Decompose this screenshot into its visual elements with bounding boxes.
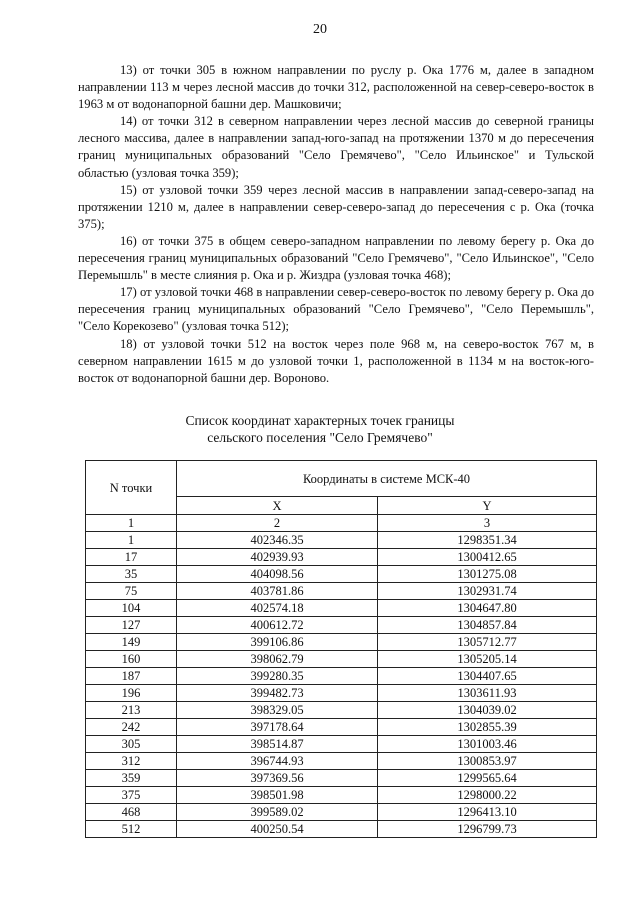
table-row <box>86 617 597 634</box>
paragraph-18: 18) от узловой точки 512 на восток через поле 968 м, на северо-восток 767 м, в северном направлении 1615 м до узловой точки 1, расположенной в 1134 м на восток-юго-восток от водонапорной башни дер. Вороново. <box>78 336 594 385</box>
column-index-row <box>86 515 597 532</box>
y-coordinate-cell: 1304857.84 <box>378 617 597 634</box>
table-row <box>86 719 597 736</box>
point-number-cell: 468 <box>86 804 177 821</box>
y-coordinate-cell: 1302855.39 <box>378 719 597 736</box>
y-coordinate-cell: 1301003.46 <box>378 736 597 753</box>
table-row <box>86 804 597 821</box>
y-coordinate-cell: 1298351.34 <box>378 532 597 549</box>
y-coordinate-cell: 1301275.08 <box>378 566 597 583</box>
point-number-cell: 359 <box>86 770 177 787</box>
y-coordinate-cell: 1300412.65 <box>378 549 597 566</box>
x-coordinate-cell: 400612.72 <box>177 617 378 634</box>
body-text <box>78 62 594 387</box>
point-number-cell: 375 <box>86 787 177 804</box>
point-number-cell: 149 <box>86 634 177 651</box>
x-coordinate-cell: 397369.56 <box>177 770 378 787</box>
point-number-cell: 75 <box>86 583 177 600</box>
y-coordinate-cell: 1304039.02 <box>378 702 597 719</box>
x-coordinate-cell: 402346.35 <box>177 532 378 549</box>
table-row <box>86 685 597 702</box>
table-row <box>86 668 597 685</box>
y-coordinate-cell: 1299565.64 <box>378 770 597 787</box>
x-coordinate-cell: 399106.86 <box>177 634 378 651</box>
table-row <box>86 753 597 770</box>
y-coordinate-cell: 1303611.93 <box>378 685 597 702</box>
table-row <box>86 787 597 804</box>
column-index-3: 3 <box>378 515 597 532</box>
point-number-cell: 305 <box>86 736 177 753</box>
table-row <box>86 600 597 617</box>
table-row <box>86 821 597 838</box>
table-row <box>86 583 597 600</box>
y-coordinate-cell: 1305205.14 <box>378 651 597 668</box>
y-coordinate-cell: 1296799.73 <box>378 821 597 838</box>
point-number-cell: 160 <box>86 651 177 668</box>
point-number-cell: 242 <box>86 719 177 736</box>
table-row <box>86 702 597 719</box>
x-coordinate-cell: 398514.87 <box>177 736 378 753</box>
table-row <box>86 736 597 753</box>
paragraph-13: 13) от точки 305 в южном направлении по руслу р. Ока 1776 м, далее в западном направлении 113 м через лесной массив до точки 312, расположенной на север-северо-восток в 1963 м от водонапорной башни дер. Машковичи; <box>78 63 594 112</box>
table-row <box>86 532 597 549</box>
y-coordinate-cell: 1304407.65 <box>378 668 597 685</box>
table-row <box>86 566 597 583</box>
paragraph-14: 14) от точки 312 в северном направлении через лесной массив до северной границы лесного массива, далее в направлении запад-юго-запад на протяжении 1370 м до пересечения границ муниципальных образований "Село Гремячево", "Село Ильинское" и Тульской областью (узловая точка 359); <box>78 114 594 180</box>
paragraph-16: 16) от точки 375 в общем северо-западном направлении по левому берегу р. Ока до пересечения границ муниципальных образований "Село Гремячево", "Село Ильинское", "Село Перемышль" в месте слияния р. Ока и р. Жиздра (узловая точка 468); <box>78 233 594 283</box>
coordinates-table-body <box>86 515 597 838</box>
table-row <box>86 634 597 651</box>
table-row <box>86 770 597 787</box>
x-coordinate-cell: 402574.18 <box>177 600 378 617</box>
x-coordinate-cell: 396744.93 <box>177 753 378 770</box>
header-x: X <box>177 497 378 515</box>
point-number-cell: 196 <box>86 685 177 702</box>
y-coordinate-cell: 1296413.10 <box>378 804 597 821</box>
x-coordinate-cell: 399280.35 <box>177 668 378 685</box>
point-number-cell: 1 <box>86 532 177 549</box>
y-coordinate-cell: 1304647.80 <box>378 600 597 617</box>
x-coordinate-cell: 404098.56 <box>177 566 378 583</box>
table-row <box>86 549 597 566</box>
header-point-number: N точки <box>86 461 177 515</box>
paragraph-15: 15) от узловой точки 359 через лесной массив в направлении запад-северо-запад на протяжении 1210 м, далее в направлении север-северо-запад до пересечения с р. Ока (точка 375); <box>78 182 594 231</box>
x-coordinate-cell: 403781.86 <box>177 583 378 600</box>
paragraph-17: 17) от узловой точки 468 в направлении север-северо-восток по левому берегу р. Ока до пересечения границ муниципальных образований "Село Гремячево", "Село Перемышль", "Село Корекозево" (узловая точка 512); <box>78 285 594 334</box>
x-coordinate-cell: 402939.93 <box>177 549 378 566</box>
column-index-2: 2 <box>177 515 378 532</box>
y-coordinate-cell: 1300853.97 <box>378 753 597 770</box>
point-number-cell: 104 <box>86 600 177 617</box>
column-index-1: 1 <box>86 515 177 532</box>
table-title-line-1: Список координат характерных точек границы <box>185 413 455 428</box>
table-title-line-2: сельского поселения "Село Гремячево" <box>207 430 433 445</box>
page-number: 20 <box>313 22 327 37</box>
x-coordinate-cell: 400250.54 <box>177 821 378 838</box>
table-title <box>0 412 640 446</box>
y-coordinate-cell: 1298000.22 <box>378 787 597 804</box>
x-coordinate-cell: 398501.98 <box>177 787 378 804</box>
point-number-cell: 213 <box>86 702 177 719</box>
y-coordinate-cell: 1302931.74 <box>378 583 597 600</box>
x-coordinate-cell: 399589.02 <box>177 804 378 821</box>
point-number-cell: 17 <box>86 549 177 566</box>
x-coordinate-cell: 398329.05 <box>177 702 378 719</box>
x-coordinate-cell: 399482.73 <box>177 685 378 702</box>
x-coordinate-cell: 397178.64 <box>177 719 378 736</box>
header-y: Y <box>378 497 597 515</box>
x-coordinate-cell: 398062.79 <box>177 651 378 668</box>
point-number-cell: 127 <box>86 617 177 634</box>
point-number-cell: 187 <box>86 668 177 685</box>
y-coordinate-cell: 1305712.77 <box>378 634 597 651</box>
point-number-cell: 312 <box>86 753 177 770</box>
coordinates-table <box>85 460 597 838</box>
table-row <box>86 651 597 668</box>
point-number-cell: 512 <box>86 821 177 838</box>
header-coordinate-system: Координаты в системе МСК-40 <box>177 461 597 497</box>
point-number-cell: 35 <box>86 566 177 583</box>
